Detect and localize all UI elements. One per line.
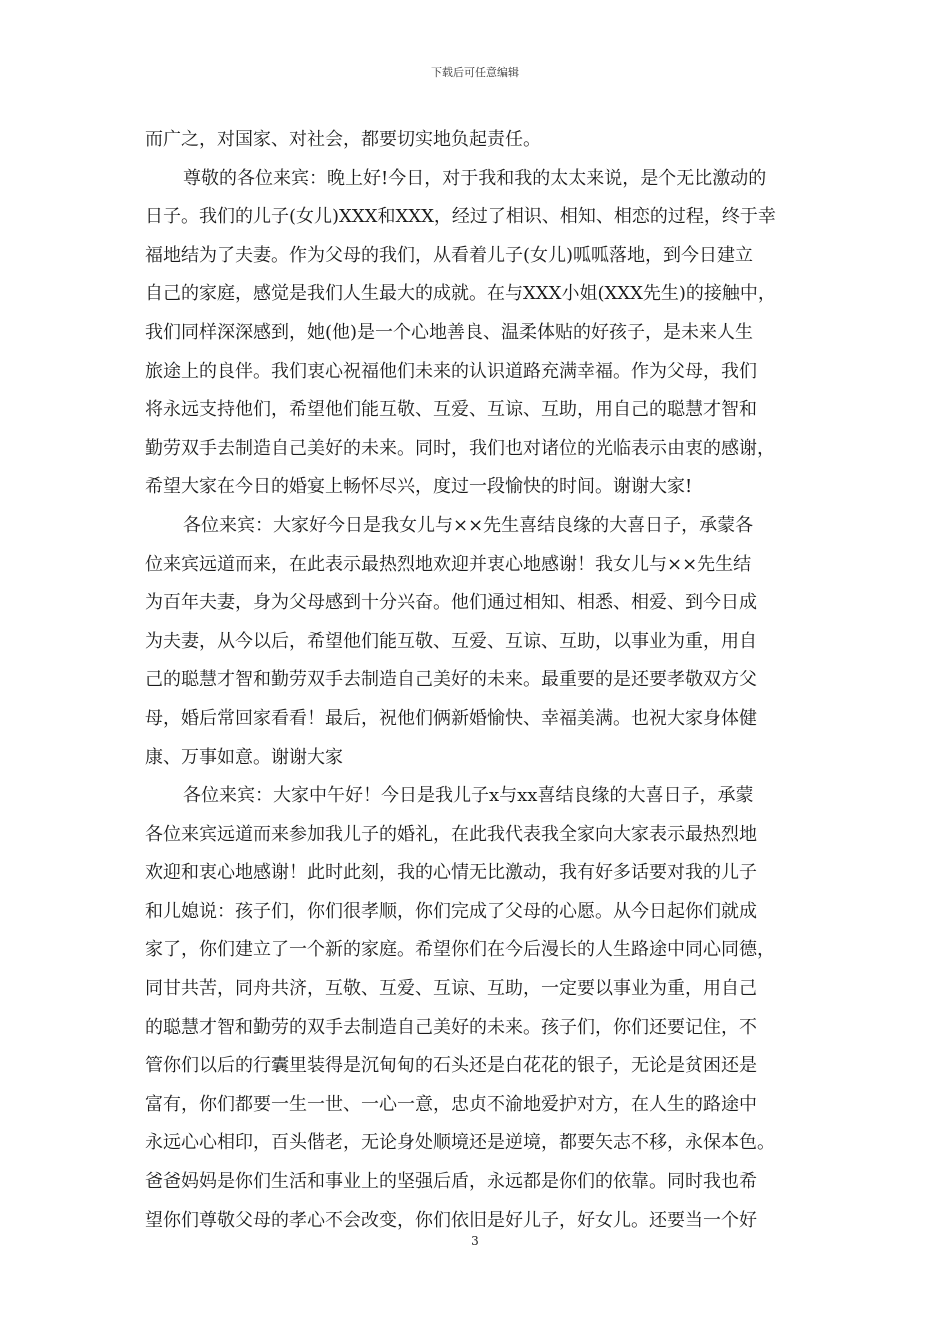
text-line: 将永远支持他们，希望他们能互敬、互爱、互谅、互助，用自己的聪慧才智和 bbox=[145, 399, 757, 421]
text-line: 管你们以后的行囊里装得是沉甸甸的石头还是白花花的银子，无论是贫困还是 bbox=[145, 1055, 757, 1077]
text-line: 康、万事如意。谢谢大家 bbox=[145, 746, 343, 768]
text-line: 日子。我们的儿子(女儿)XXX和XXX，经过了相识、相知、相恋的过程，终于幸 bbox=[145, 206, 776, 228]
document-body bbox=[145, 121, 810, 1240]
text-line: 尊敬的各位来宾：晚上好!今日，对于我和我的太太来说，是个无比激动的 bbox=[183, 167, 767, 189]
text-line: 己的聪慧才智和勤劳双手去制造自己美好的未来。最重要的是还要孝敬双方父 bbox=[145, 669, 757, 691]
text-line: 勤劳双手去制造自己美好的未来。同时，我们也对诸位的光临表示由衷的感谢， bbox=[145, 437, 775, 459]
text-line: 家了，你们建立了一个新的家庭。希望你们在今后漫长的人生路途中同心同德， bbox=[145, 939, 775, 961]
text-line: 而广之，对国家、对社会，都要切实地负起责任。 bbox=[145, 129, 541, 150]
text-line: 欢迎和衷心地感谢！此时此刻，我的心情无比激动，我有好多话要对我的儿子 bbox=[145, 862, 757, 884]
text-line: 同甘共苦，同舟共济，互敬、互爱、互谅、互助，一定要以事业为重，用自己 bbox=[145, 978, 757, 1000]
text-line: 爸爸妈妈是你们生活和事业上的坚强后盾，永远都是你们的依靠。同时我也希 bbox=[145, 1171, 757, 1193]
text-line: 福地结为了夫妻。作为父母的我们，从看着儿子(女儿)呱呱落地，到今日建立 bbox=[145, 244, 754, 266]
text-line: 的聪慧才智和勤劳的双手去制造自己美好的未来。孩子们，你们还要记住，不 bbox=[145, 1016, 757, 1038]
text-line: 希望大家在今日的婚宴上畅怀尽兴，度过一段愉快的时间。谢谢大家! bbox=[145, 476, 693, 498]
text-line: 望你们尊敬父母的孝心不会改变，你们依旧是好儿子，好女儿。还要当一个好 bbox=[145, 1209, 757, 1231]
text-line: 各位来宾：大家中午好！今日是我儿子x与xx喜结良缘的大喜日子，承蒙 bbox=[183, 785, 754, 807]
page-number: 3 bbox=[471, 1234, 479, 1248]
text-line: 永远心心相印，百头偕老，无论身处顺境还是逆境，都要矢志不移，永保本色。 bbox=[145, 1132, 775, 1154]
text-line: 母，婚后常回家看看！最后，祝他们俩新婚愉快、幸福美满。也祝大家身体健 bbox=[145, 707, 757, 729]
text-line: 位来宾远道而来，在此表示最热烈地欢迎并衷心地感谢！我女儿与××先生结 bbox=[145, 553, 752, 575]
text-line: 自己的家庭，感觉是我们人生最大的成就。在与XXX小姐(XXX先生)的接触中， bbox=[145, 283, 776, 305]
text-line: 各位来宾远道而来参加我儿子的婚礼，在此我代表我全家向大家表示最热烈地 bbox=[145, 823, 757, 845]
text-line: 和儿媳说：孩子们，你们很孝顺，你们完成了父母的心愿。从今日起你们就成 bbox=[145, 900, 757, 922]
page-header: 下载后可任意编辑 bbox=[431, 66, 519, 79]
text-line: 各位来宾：大家好今日是我女儿与××先生喜结良缘的大喜日子，承蒙各 bbox=[183, 514, 754, 536]
text-line: 为夫妻，从今以后，希望他们能互敬、互爱、互谅、互助，以事业为重，用自 bbox=[145, 630, 757, 652]
text-line: 富有，你们都要一生一世、一心一意，忠贞不渝地爱护对方，在人生的路途中 bbox=[145, 1093, 757, 1115]
text-line: 我们同样深深感到，她(他)是一个心地善良、温柔体贴的好孩子，是未来人生 bbox=[145, 321, 754, 343]
text-line: 为百年夫妻，身为父母感到十分兴奋。他们通过相知、相悉、相爱、到今日成 bbox=[145, 592, 757, 614]
text-line: 旅途上的良伴。我们衷心祝福他们未来的认识道路充满幸福。作为父母，我们 bbox=[145, 360, 757, 382]
